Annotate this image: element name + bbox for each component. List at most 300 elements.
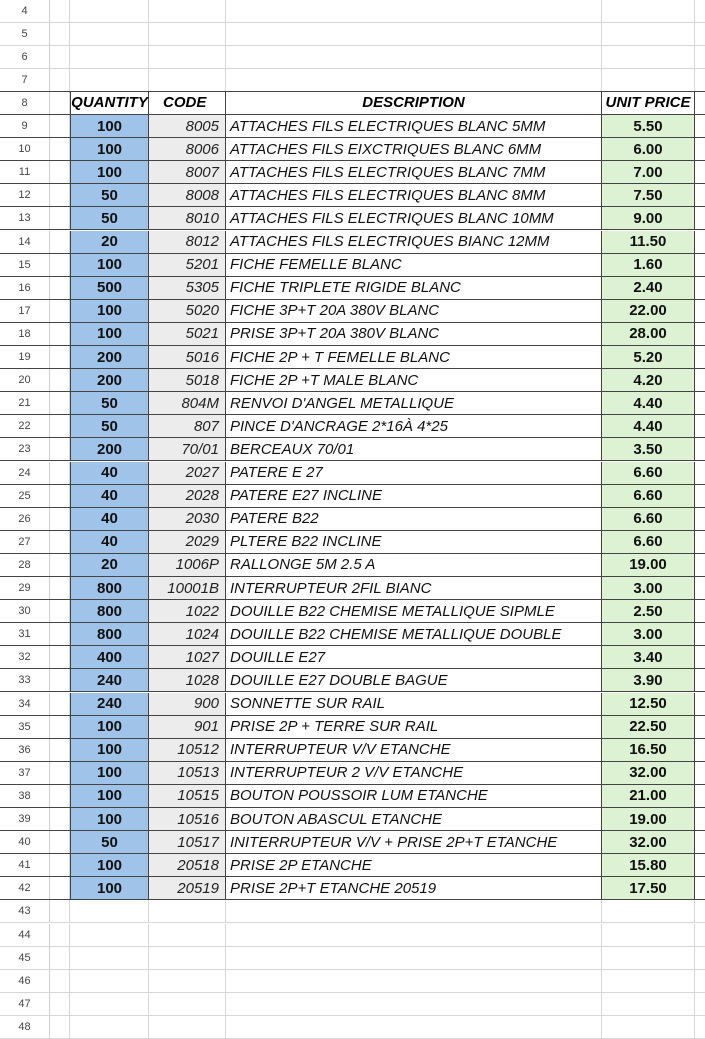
row-number[interactable]: 38: [0, 785, 50, 807]
cell-quantity[interactable]: 800: [70, 600, 149, 622]
cell-description[interactable]: PRISE 2P+T ETANCHE 20519: [226, 877, 602, 899]
cell-code[interactable]: 5201: [149, 254, 226, 276]
row-number[interactable]: 39: [0, 808, 50, 830]
cell-unit-price[interactable]: 4.40: [602, 392, 695, 414]
row-number[interactable]: 30: [0, 600, 50, 622]
cell[interactable]: [50, 231, 70, 253]
cell-description[interactable]: DOUILLE E27: [226, 646, 602, 668]
cell-code[interactable]: 5016: [149, 346, 226, 368]
cell-quantity[interactable]: 800: [70, 623, 149, 645]
row-number[interactable]: 10: [0, 138, 50, 160]
header-unit-price[interactable]: UNIT PRICE: [602, 92, 695, 114]
cell-description[interactable]: RENVOI D'ANGEL METALLIQUE: [226, 392, 602, 414]
cell-unit-price[interactable]: 5.50: [602, 115, 695, 137]
cell-unit-price[interactable]: 12.50: [602, 693, 695, 715]
cell-description[interactable]: [226, 924, 602, 946]
row-number[interactable]: 26: [0, 508, 50, 530]
cell[interactable]: [50, 369, 70, 391]
row-number[interactable]: 32: [0, 646, 50, 668]
cell-description[interactable]: PRISE 2P + TERRE SUR RAIL: [226, 716, 602, 738]
row-number[interactable]: 6: [0, 46, 50, 68]
cell-description[interactable]: PINCE D'ANCRAGE 2*16À 4*25: [226, 415, 602, 437]
cell[interactable]: [50, 300, 70, 322]
cell-quantity[interactable]: 20: [70, 231, 149, 253]
cell[interactable]: [50, 531, 70, 553]
row-number[interactable]: 47: [0, 993, 50, 1015]
cell[interactable]: [695, 369, 705, 391]
cell-description[interactable]: PATERE E27 INCLINE: [226, 485, 602, 507]
cell-code[interactable]: 8008: [149, 184, 226, 206]
cell[interactable]: [695, 900, 705, 922]
cell-description[interactable]: INTERRUPTEUR V/V ETANCHE: [226, 739, 602, 761]
cell-description[interactable]: BOUTON ABASCUL ETANCHE: [226, 808, 602, 830]
row-number[interactable]: 24: [0, 462, 50, 484]
cell-quantity[interactable]: [70, 23, 149, 45]
cell-unit-price[interactable]: 4.20: [602, 369, 695, 391]
cell[interactable]: [695, 277, 705, 299]
cell-unit-price[interactable]: 2.50: [602, 600, 695, 622]
cell-unit-price[interactable]: [602, 900, 695, 922]
row-number[interactable]: 33: [0, 669, 50, 691]
cell[interactable]: [695, 300, 705, 322]
cell-unit-price[interactable]: 3.00: [602, 623, 695, 645]
cell-code[interactable]: [149, 900, 226, 922]
cell-description[interactable]: [226, 993, 602, 1015]
cell[interactable]: [50, 462, 70, 484]
cell-quantity[interactable]: 100: [70, 739, 149, 761]
cell-quantity[interactable]: [70, 900, 149, 922]
cell-code[interactable]: 1022: [149, 600, 226, 622]
cell-code[interactable]: 900: [149, 693, 226, 715]
cell[interactable]: [50, 970, 70, 992]
cell-unit-price[interactable]: 17.50: [602, 877, 695, 899]
cell-unit-price[interactable]: [602, 924, 695, 946]
cell[interactable]: [695, 323, 705, 345]
cell[interactable]: [50, 115, 70, 137]
cell-unit-price[interactable]: 28.00: [602, 323, 695, 345]
cell-quantity[interactable]: 240: [70, 669, 149, 691]
cell[interactable]: [50, 785, 70, 807]
cell-quantity[interactable]: 200: [70, 369, 149, 391]
cell-unit-price[interactable]: 9.00: [602, 207, 695, 229]
cell-unit-price[interactable]: [602, 993, 695, 1015]
cell-description[interactable]: ATTACHES FILS ELECTRIQUES BLANC 10MM: [226, 207, 602, 229]
cell-code[interactable]: 8005: [149, 115, 226, 137]
cell-description[interactable]: FICHE 2P + T FEMELLE BLANC: [226, 346, 602, 368]
cell-unit-price[interactable]: 7.50: [602, 184, 695, 206]
cell-description[interactable]: INTERRUPTEUR 2 V/V ETANCHE: [226, 762, 602, 784]
cell-unit-price[interactable]: 6.00: [602, 138, 695, 160]
cell[interactable]: [695, 808, 705, 830]
cell[interactable]: [50, 924, 70, 946]
cell-code[interactable]: 1027: [149, 646, 226, 668]
cell-code[interactable]: 901: [149, 716, 226, 738]
cell-quantity[interactable]: 100: [70, 808, 149, 830]
cell[interactable]: [50, 831, 70, 853]
cell-quantity[interactable]: [70, 993, 149, 1015]
cell-code[interactable]: [149, 970, 226, 992]
row-number[interactable]: 25: [0, 485, 50, 507]
cell[interactable]: [50, 646, 70, 668]
cell[interactable]: [695, 184, 705, 206]
row-number[interactable]: 17: [0, 300, 50, 322]
cell-quantity[interactable]: 50: [70, 184, 149, 206]
cell-description[interactable]: [226, 23, 602, 45]
cell[interactable]: [50, 277, 70, 299]
cell[interactable]: [50, 854, 70, 876]
row-number[interactable]: 40: [0, 831, 50, 853]
cell-code[interactable]: 10516: [149, 808, 226, 830]
cell-description[interactable]: [226, 970, 602, 992]
cell[interactable]: [50, 508, 70, 530]
cell-quantity[interactable]: [70, 924, 149, 946]
cell-code[interactable]: 10515: [149, 785, 226, 807]
cell-description[interactable]: RALLONGE 5M 2.5 A: [226, 554, 602, 576]
cell[interactable]: [695, 346, 705, 368]
cell-unit-price[interactable]: 22.50: [602, 716, 695, 738]
cell-quantity[interactable]: 200: [70, 438, 149, 460]
cell[interactable]: [695, 92, 705, 114]
cell-code[interactable]: 2030: [149, 508, 226, 530]
row-number[interactable]: 4: [0, 0, 50, 22]
row-number[interactable]: 13: [0, 207, 50, 229]
row-number[interactable]: 5: [0, 23, 50, 45]
cell-code[interactable]: 804M: [149, 392, 226, 414]
cell-quantity[interactable]: 500: [70, 277, 149, 299]
cell[interactable]: [695, 970, 705, 992]
cell[interactable]: [695, 554, 705, 576]
row-number[interactable]: 7: [0, 69, 50, 91]
cell[interactable]: [50, 392, 70, 414]
cell-code[interactable]: 5305: [149, 277, 226, 299]
cell-quantity[interactable]: 50: [70, 207, 149, 229]
cell-description[interactable]: PATERE B22: [226, 508, 602, 530]
cell-description[interactable]: PLTERE B22 INCLINE: [226, 531, 602, 553]
cell-description[interactable]: [226, 1016, 602, 1038]
cell-code[interactable]: 70/01: [149, 438, 226, 460]
cell-unit-price[interactable]: 21.00: [602, 785, 695, 807]
cell-code[interactable]: 2028: [149, 485, 226, 507]
cell[interactable]: [50, 993, 70, 1015]
cell-description[interactable]: [226, 947, 602, 969]
cell[interactable]: [50, 254, 70, 276]
cell[interactable]: [50, 577, 70, 599]
row-number[interactable]: 22: [0, 415, 50, 437]
row-number[interactable]: 9: [0, 115, 50, 137]
cell[interactable]: [695, 716, 705, 738]
row-number[interactable]: 46: [0, 970, 50, 992]
cell[interactable]: [50, 0, 70, 22]
row-number[interactable]: 15: [0, 254, 50, 276]
cell-code[interactable]: 10512: [149, 739, 226, 761]
cell[interactable]: [50, 600, 70, 622]
cell-unit-price[interactable]: 1.60: [602, 254, 695, 276]
cell-description[interactable]: DOUILLE E27 DOUBLE BAGUE: [226, 669, 602, 691]
cell[interactable]: [50, 877, 70, 899]
cell-description[interactable]: ATTACHES FILS ELECTRIQUES BLANC 5MM: [226, 115, 602, 137]
cell-description[interactable]: ATTACHES FILS ELECTRIQUES BLANC 7MM: [226, 161, 602, 183]
row-number[interactable]: 34: [0, 693, 50, 715]
cell[interactable]: [695, 785, 705, 807]
cell[interactable]: [695, 462, 705, 484]
cell-code[interactable]: [149, 23, 226, 45]
cell-unit-price[interactable]: [602, 1016, 695, 1038]
cell-code[interactable]: [149, 0, 226, 22]
row-number[interactable]: 21: [0, 392, 50, 414]
row-number[interactable]: 29: [0, 577, 50, 599]
cell-quantity[interactable]: 40: [70, 485, 149, 507]
cell[interactable]: [695, 46, 705, 68]
cell[interactable]: [695, 231, 705, 253]
cell-description[interactable]: INTERRUPTEUR 2FIL BIANC: [226, 577, 602, 599]
cell[interactable]: [50, 669, 70, 691]
cell-code[interactable]: 20518: [149, 854, 226, 876]
cell[interactable]: [50, 23, 70, 45]
cell-unit-price[interactable]: 5.20: [602, 346, 695, 368]
row-number[interactable]: 36: [0, 739, 50, 761]
cell[interactable]: [50, 438, 70, 460]
cell-code[interactable]: [149, 947, 226, 969]
row-number[interactable]: 8: [0, 92, 50, 114]
cell[interactable]: [695, 415, 705, 437]
cell-quantity[interactable]: 100: [70, 138, 149, 160]
row-number[interactable]: 19: [0, 346, 50, 368]
row-number[interactable]: 16: [0, 277, 50, 299]
cell[interactable]: [695, 115, 705, 137]
cell[interactable]: [50, 808, 70, 830]
cell-unit-price[interactable]: 22.00: [602, 300, 695, 322]
cell[interactable]: [50, 207, 70, 229]
cell-unit-price[interactable]: 3.40: [602, 646, 695, 668]
cell[interactable]: [50, 46, 70, 68]
cell[interactable]: [695, 207, 705, 229]
cell-code[interactable]: 2027: [149, 462, 226, 484]
cell-unit-price[interactable]: 16.50: [602, 739, 695, 761]
cell[interactable]: [695, 161, 705, 183]
cell-unit-price[interactable]: [602, 0, 695, 22]
cell-description[interactable]: FICHE 2P +T MALE BLANC: [226, 369, 602, 391]
cell[interactable]: [50, 716, 70, 738]
cell-code[interactable]: 20519: [149, 877, 226, 899]
cell[interactable]: [695, 0, 705, 22]
cell-quantity[interactable]: 20: [70, 554, 149, 576]
cell-code[interactable]: 5018: [149, 369, 226, 391]
cell[interactable]: [695, 993, 705, 1015]
cell[interactable]: [50, 485, 70, 507]
cell[interactable]: [695, 623, 705, 645]
row-number[interactable]: 23: [0, 438, 50, 460]
row-number[interactable]: 28: [0, 554, 50, 576]
cell[interactable]: [695, 508, 705, 530]
cell-description[interactable]: [226, 0, 602, 22]
row-number[interactable]: 37: [0, 762, 50, 784]
cell-code[interactable]: 8006: [149, 138, 226, 160]
row-number[interactable]: 27: [0, 531, 50, 553]
cell-unit-price[interactable]: 32.00: [602, 831, 695, 853]
cell-code[interactable]: [149, 993, 226, 1015]
cell[interactable]: [695, 646, 705, 668]
cell[interactable]: [50, 900, 70, 922]
row-number[interactable]: 41: [0, 854, 50, 876]
cell-description[interactable]: INITERRUPTEUR V/V + PRISE 2P+T ETANCHE: [226, 831, 602, 853]
cell-quantity[interactable]: 50: [70, 831, 149, 853]
cell[interactable]: [50, 92, 70, 114]
cell-description[interactable]: DOUILLE B22 CHEMISE METALLIQUE SIPMLE: [226, 600, 602, 622]
cell-unit-price[interactable]: [602, 23, 695, 45]
row-number[interactable]: 48: [0, 1016, 50, 1038]
row-number[interactable]: 18: [0, 323, 50, 345]
cell-quantity[interactable]: 100: [70, 323, 149, 345]
cell-unit-price[interactable]: 7.00: [602, 161, 695, 183]
cell[interactable]: [695, 877, 705, 899]
cell-description[interactable]: [226, 900, 602, 922]
cell-description[interactable]: FICHE FEMELLE BLANC: [226, 254, 602, 276]
row-number[interactable]: 14: [0, 231, 50, 253]
cell-code[interactable]: 8012: [149, 231, 226, 253]
cell-quantity[interactable]: 100: [70, 785, 149, 807]
cell-unit-price[interactable]: 2.40: [602, 277, 695, 299]
cell-unit-price[interactable]: 6.60: [602, 531, 695, 553]
cell-quantity[interactable]: 100: [70, 877, 149, 899]
cell-unit-price[interactable]: 6.60: [602, 462, 695, 484]
cell[interactable]: [695, 693, 705, 715]
header-code[interactable]: CODE: [149, 92, 226, 114]
cell-quantity[interactable]: 400: [70, 646, 149, 668]
cell-code[interactable]: [149, 46, 226, 68]
cell[interactable]: [695, 854, 705, 876]
cell-quantity[interactable]: 100: [70, 161, 149, 183]
cell-unit-price[interactable]: 3.00: [602, 577, 695, 599]
cell-description[interactable]: ATTACHES FILS EIXCTRIQUES BLANC 6MM: [226, 138, 602, 160]
cell-unit-price[interactable]: [602, 46, 695, 68]
cell[interactable]: [695, 1016, 705, 1038]
cell-unit-price[interactable]: 19.00: [602, 554, 695, 576]
cell-code[interactable]: 1028: [149, 669, 226, 691]
cell-code[interactable]: [149, 1016, 226, 1038]
row-number[interactable]: 11: [0, 161, 50, 183]
cell-quantity[interactable]: 100: [70, 115, 149, 137]
cell-code[interactable]: 807: [149, 415, 226, 437]
cell-unit-price[interactable]: [602, 970, 695, 992]
header-quantity[interactable]: QUANTITY: [70, 92, 149, 114]
cell-quantity[interactable]: [70, 970, 149, 992]
cell-code[interactable]: 10513: [149, 762, 226, 784]
cell-code[interactable]: 10001B: [149, 577, 226, 599]
cell-quantity[interactable]: 40: [70, 462, 149, 484]
cell-unit-price[interactable]: 3.50: [602, 438, 695, 460]
cell[interactable]: [695, 739, 705, 761]
cell[interactable]: [50, 323, 70, 345]
cell[interactable]: [695, 69, 705, 91]
cell-code[interactable]: 8010: [149, 207, 226, 229]
cell-description[interactable]: BOUTON POUSSOIR LUM ETANCHE: [226, 785, 602, 807]
cell[interactable]: [50, 739, 70, 761]
cell[interactable]: [50, 415, 70, 437]
cell-description[interactable]: [226, 46, 602, 68]
cell-quantity[interactable]: 50: [70, 415, 149, 437]
cell-quantity[interactable]: 100: [70, 716, 149, 738]
row-number[interactable]: 12: [0, 184, 50, 206]
row-number[interactable]: 20: [0, 369, 50, 391]
row-number[interactable]: 42: [0, 877, 50, 899]
cell-quantity[interactable]: 100: [70, 254, 149, 276]
cell[interactable]: [50, 184, 70, 206]
cell-code[interactable]: [149, 69, 226, 91]
cell-quantity[interactable]: 40: [70, 508, 149, 530]
row-number[interactable]: 43: [0, 900, 50, 922]
cell-description[interactable]: PRISE 2P ETANCHE: [226, 854, 602, 876]
cell-unit-price[interactable]: 11.50: [602, 231, 695, 253]
cell-code[interactable]: 1006P: [149, 554, 226, 576]
cell-unit-price[interactable]: [602, 947, 695, 969]
cell-description[interactable]: DOUILLE B22 CHEMISE METALLIQUE DOUBLE: [226, 623, 602, 645]
cell-description[interactable]: [226, 69, 602, 91]
cell[interactable]: [50, 762, 70, 784]
cell-code[interactable]: 5021: [149, 323, 226, 345]
cell-code[interactable]: [149, 924, 226, 946]
cell-code[interactable]: 2029: [149, 531, 226, 553]
cell[interactable]: [50, 623, 70, 645]
cell[interactable]: [50, 554, 70, 576]
cell[interactable]: [695, 531, 705, 553]
cell-quantity[interactable]: [70, 46, 149, 68]
cell-unit-price[interactable]: 15.80: [602, 854, 695, 876]
cell-quantity[interactable]: 800: [70, 577, 149, 599]
cell[interactable]: [50, 693, 70, 715]
cell[interactable]: [50, 1016, 70, 1038]
cell-quantity[interactable]: 50: [70, 392, 149, 414]
cell[interactable]: [695, 600, 705, 622]
row-number[interactable]: 31: [0, 623, 50, 645]
cell-code[interactable]: 8007: [149, 161, 226, 183]
cell-unit-price[interactable]: 4.40: [602, 415, 695, 437]
cell-quantity[interactable]: 100: [70, 854, 149, 876]
cell-quantity[interactable]: 200: [70, 346, 149, 368]
cell[interactable]: [695, 392, 705, 414]
cell[interactable]: [695, 831, 705, 853]
cell-code[interactable]: 10517: [149, 831, 226, 853]
cell-unit-price[interactable]: 19.00: [602, 808, 695, 830]
cell-quantity[interactable]: [70, 1016, 149, 1038]
cell-quantity[interactable]: [70, 947, 149, 969]
row-number[interactable]: 35: [0, 716, 50, 738]
cell[interactable]: [695, 254, 705, 276]
cell-quantity[interactable]: 100: [70, 300, 149, 322]
cell-description[interactable]: ATTACHES FILS ELECTRIQUES BIANC 12MM: [226, 231, 602, 253]
cell[interactable]: [50, 69, 70, 91]
cell-description[interactable]: PATERE E 27: [226, 462, 602, 484]
cell[interactable]: [50, 161, 70, 183]
cell[interactable]: [695, 669, 705, 691]
cell-description[interactable]: BERCEAUX 70/01: [226, 438, 602, 460]
cell-unit-price[interactable]: 3.90: [602, 669, 695, 691]
cell-quantity[interactable]: 100: [70, 762, 149, 784]
cell[interactable]: [695, 924, 705, 946]
cell-quantity[interactable]: 240: [70, 693, 149, 715]
row-number[interactable]: 44: [0, 924, 50, 946]
cell-unit-price[interactable]: [602, 69, 695, 91]
cell[interactable]: [695, 438, 705, 460]
cell[interactable]: [695, 138, 705, 160]
cell[interactable]: [50, 346, 70, 368]
cell-description[interactable]: ATTACHES FILS ELECTRIQUES BLANC 8MM: [226, 184, 602, 206]
cell-quantity[interactable]: [70, 69, 149, 91]
cell[interactable]: [695, 762, 705, 784]
cell-description[interactable]: SONNETTE SUR RAIL: [226, 693, 602, 715]
cell-quantity[interactable]: [70, 0, 149, 22]
cell-unit-price[interactable]: 6.60: [602, 485, 695, 507]
cell-unit-price[interactable]: 6.60: [602, 508, 695, 530]
